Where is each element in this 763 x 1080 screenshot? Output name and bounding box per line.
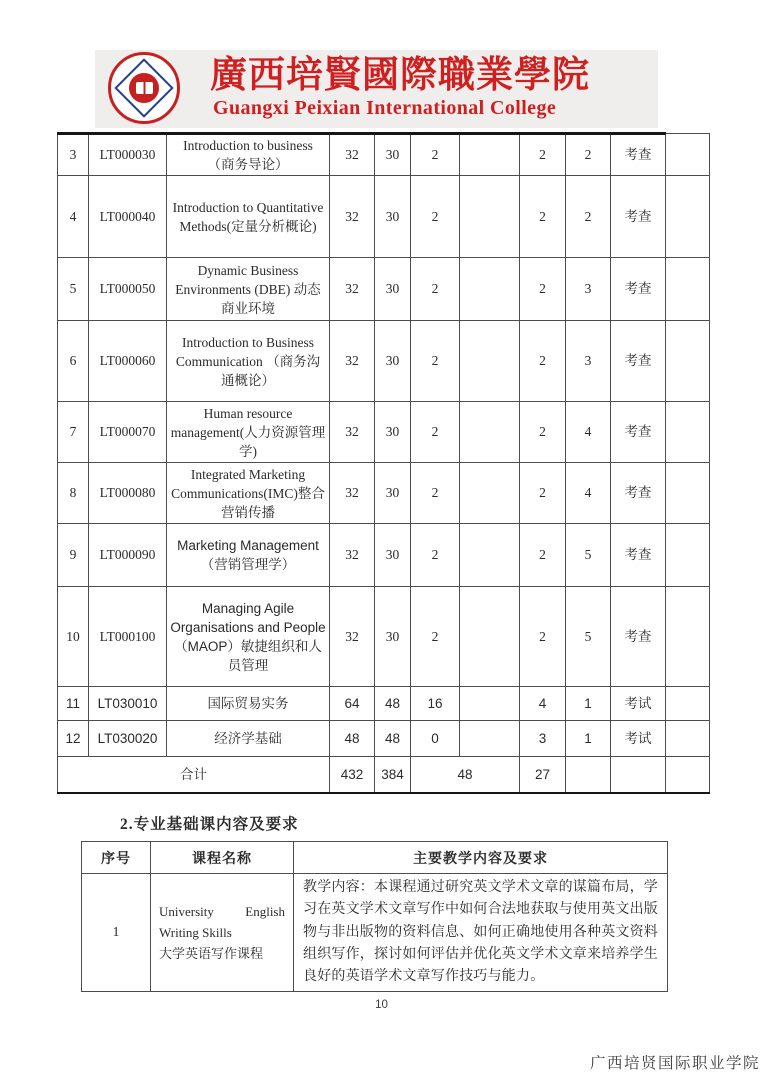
col-semester: 3 <box>566 258 611 321</box>
header-course-name: 课程名称 <box>151 842 294 874</box>
col-semester: 2 <box>566 134 611 176</box>
col-exam-type: 考查 <box>611 321 666 402</box>
section-heading: 2.专业基础课内容及要求 <box>120 816 299 833</box>
course-row <box>58 402 710 463</box>
total-label: 合计 <box>58 757 330 794</box>
col-total-hours: 32 <box>330 176 375 258</box>
col-blank <box>611 757 666 794</box>
col-practice-hours: 0 <box>411 721 460 757</box>
col-semester: 2 <box>566 176 611 258</box>
col-theory-hours: 30 <box>375 587 411 687</box>
col-exam-type: 考查 <box>611 134 666 176</box>
content-row <box>82 874 668 992</box>
college-name-english: Guangxi Peixian International College <box>213 97 557 119</box>
college-header <box>95 50 658 128</box>
col-remark <box>666 134 710 176</box>
course-content-table <box>81 841 668 992</box>
course-row <box>58 721 710 757</box>
col-name: Managing Agile Organisations and People（MAOP）敏捷组织和人员管理 <box>167 587 330 687</box>
course-row <box>58 524 710 587</box>
content-header-row <box>82 842 668 874</box>
col-theory-hours: 30 <box>375 463 411 524</box>
col-theory-hours: 30 <box>375 258 411 321</box>
col-name: 经济学基础 <box>167 721 330 757</box>
col-blank <box>460 587 520 687</box>
col-remark <box>666 524 710 587</box>
col-exam-type: 考查 <box>611 463 666 524</box>
total-practice-hours: 48 <box>411 757 520 794</box>
col-blank <box>460 134 520 176</box>
header-no: 序号 <box>82 842 151 874</box>
col-theory-hours: 30 <box>375 402 411 463</box>
row-teaching-content: 教学内容：本课程通过研究英文学术文章的谋篇布局，学习在英文学术文章写作中如何合法地获取与使用英文出版物与非出版物的资料信息、如何正确地使用各种英文资料组织写作，探讨如何评估并优化英文学术文章来培养学生良好的英语学术文章写作技巧与能力。 <box>294 874 668 992</box>
total-row <box>58 757 710 794</box>
col-total-hours: 32 <box>330 258 375 321</box>
col-code: LT000030 <box>89 134 167 176</box>
header-content: 主要教学内容及要求 <box>294 842 668 874</box>
col-theory-hours: 30 <box>375 321 411 402</box>
col-exam-type: 考查 <box>611 524 666 587</box>
col-no: 10 <box>58 587 89 687</box>
row-no: 1 <box>82 874 151 992</box>
course-row <box>58 134 710 176</box>
col-code: LT000090 <box>89 524 167 587</box>
footer-watermark: 广西培贤国际职业学院 <box>589 1055 760 1072</box>
col-blank <box>666 757 710 794</box>
col-remark <box>666 587 710 687</box>
col-total-hours: 48 <box>330 721 375 757</box>
col-code: LT000070 <box>89 402 167 463</box>
col-total-hours: 64 <box>330 687 375 721</box>
col-practice-hours: 2 <box>411 524 460 587</box>
col-total-hours: 32 <box>330 524 375 587</box>
course-row <box>58 258 710 321</box>
col-no: 4 <box>58 176 89 258</box>
row-course-name <box>151 874 294 992</box>
total-theory-hours: 384 <box>375 757 411 794</box>
col-blank <box>460 524 520 587</box>
col-practice-hours: 2 <box>411 176 460 258</box>
col-name: Introduction to business（商务导论） <box>167 134 330 176</box>
col-name: Marketing Management（营销管理学） <box>167 524 330 587</box>
col-credits: 2 <box>520 176 566 258</box>
col-total-hours: 32 <box>330 134 375 176</box>
col-total-hours: 32 <box>330 587 375 687</box>
col-theory-hours: 30 <box>375 176 411 258</box>
col-code: LT000060 <box>89 321 167 402</box>
col-semester: 4 <box>566 463 611 524</box>
col-remark <box>666 721 710 757</box>
col-blank <box>460 402 520 463</box>
col-credits: 4 <box>520 687 566 721</box>
col-theory-hours: 30 <box>375 134 411 176</box>
col-exam-type: 考查 <box>611 402 666 463</box>
col-blank <box>460 687 520 721</box>
col-practice-hours: 2 <box>411 587 460 687</box>
total-hours: 432 <box>330 757 375 794</box>
col-no: 5 <box>58 258 89 321</box>
col-theory-hours: 48 <box>375 721 411 757</box>
col-code: LT000040 <box>89 176 167 258</box>
col-semester: 4 <box>566 402 611 463</box>
col-remark <box>666 402 710 463</box>
col-semester: 1 <box>566 721 611 757</box>
col-theory-hours: 30 <box>375 524 411 587</box>
col-no: 3 <box>58 134 89 176</box>
col-blank <box>460 721 520 757</box>
col-remark <box>666 258 710 321</box>
col-theory-hours: 48 <box>375 687 411 721</box>
col-exam-type: 考试 <box>611 687 666 721</box>
col-no: 7 <box>58 402 89 463</box>
course-row <box>58 687 710 721</box>
col-credits: 2 <box>520 587 566 687</box>
col-practice-hours: 2 <box>411 402 460 463</box>
col-blank <box>460 258 520 321</box>
col-total-hours: 32 <box>330 321 375 402</box>
col-name: Dynamic Business Environments (DBE) 动态商业环境 <box>167 258 330 321</box>
course-name-chinese: 大学英语写作课程 <box>159 946 264 962</box>
col-blank <box>566 757 611 794</box>
col-name: Introduction to Quantitative Methods(定量分析概论) <box>167 176 330 258</box>
col-blank <box>460 321 520 402</box>
col-exam-type: 考查 <box>611 587 666 687</box>
col-practice-hours: 2 <box>411 134 460 176</box>
col-total-hours: 32 <box>330 402 375 463</box>
col-remark <box>666 321 710 402</box>
page-number: 10 <box>375 999 388 1011</box>
col-semester: 1 <box>566 687 611 721</box>
total-credits: 27 <box>520 757 566 794</box>
col-credits: 2 <box>520 258 566 321</box>
col-name: 国际贸易实务 <box>167 687 330 721</box>
college-emblem-icon <box>108 52 180 124</box>
course-name-english: University English Writing Skills <box>159 904 285 941</box>
col-credits: 3 <box>520 721 566 757</box>
col-code: LT000100 <box>89 587 167 687</box>
course-plan-table <box>57 132 710 794</box>
col-no: 8 <box>58 463 89 524</box>
col-name: Human resource management(人力资源管理学) <box>167 402 330 463</box>
col-remark <box>666 176 710 258</box>
col-credits: 2 <box>520 524 566 587</box>
col-practice-hours: 16 <box>411 687 460 721</box>
col-code: LT030010 <box>89 687 167 721</box>
col-semester: 5 <box>566 587 611 687</box>
col-practice-hours: 2 <box>411 258 460 321</box>
col-name: Integrated Marketing Communications(IMC)整合营销传播 <box>167 463 330 524</box>
col-code: LT030020 <box>89 721 167 757</box>
col-semester: 3 <box>566 321 611 402</box>
col-no: 9 <box>58 524 89 587</box>
col-remark <box>666 463 710 524</box>
col-credits: 2 <box>520 321 566 402</box>
col-name: Introduction to Business Communication （商务沟通概论） <box>167 321 330 402</box>
col-semester: 5 <box>566 524 611 587</box>
col-no: 12 <box>58 721 89 757</box>
course-row <box>58 463 710 524</box>
col-credits: 2 <box>520 402 566 463</box>
course-row <box>58 176 710 258</box>
col-total-hours: 32 <box>330 463 375 524</box>
col-credits: 2 <box>520 463 566 524</box>
col-practice-hours: 2 <box>411 463 460 524</box>
col-remark <box>666 687 710 721</box>
col-exam-type: 考查 <box>611 176 666 258</box>
course-row <box>58 587 710 687</box>
col-practice-hours: 2 <box>411 321 460 402</box>
logo-book-icon <box>129 73 159 103</box>
col-no: 6 <box>58 321 89 402</box>
col-blank <box>460 463 520 524</box>
course-row <box>58 321 710 402</box>
col-credits: 2 <box>520 134 566 176</box>
col-code: LT000050 <box>89 258 167 321</box>
col-exam-type: 考试 <box>611 721 666 757</box>
col-exam-type: 考查 <box>611 258 666 321</box>
col-blank <box>460 176 520 258</box>
col-no: 11 <box>58 687 89 721</box>
col-code: LT000080 <box>89 463 167 524</box>
college-name-chinese: 廣西培賢國際職業學院 <box>210 55 590 96</box>
